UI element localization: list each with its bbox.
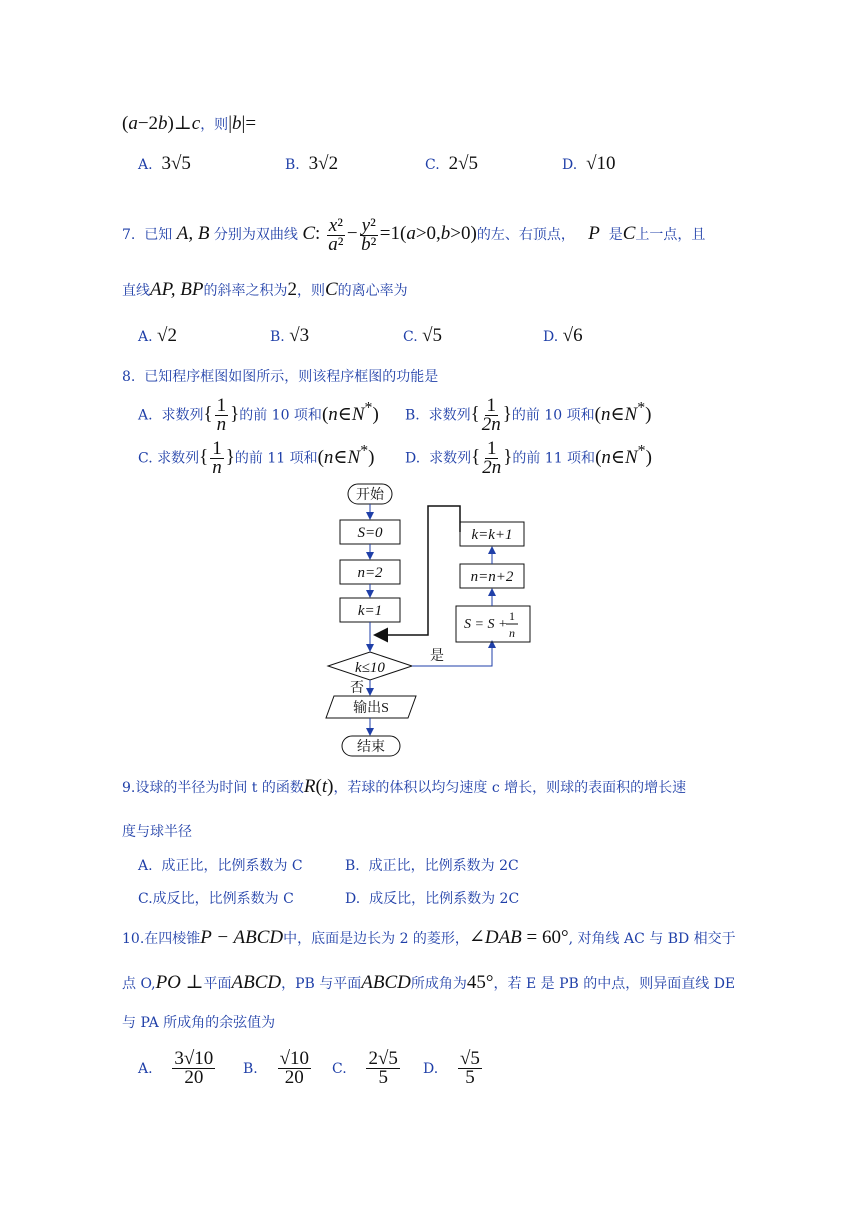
option-label: A. (138, 858, 153, 874)
q10-text: 与 PA 所成角的余弦值为 (122, 1015, 276, 1031)
q10-angle: ∠DAB = 60° (468, 927, 569, 948)
q10-option-b (243, 1050, 313, 1087)
q6-option-d (562, 153, 616, 175)
flow-output-label: 输出S (353, 701, 389, 716)
q6-math-expr: (a−2b)⊥c (122, 113, 201, 134)
brace: { (203, 403, 213, 425)
option-label: D. (345, 891, 361, 907)
n-in-N: (n∈N*) (594, 399, 652, 425)
q10-text: , 对角线 AC 与 BD 相交于 (568, 931, 736, 947)
q7-option-b (270, 325, 309, 347)
q7-ap-bp: AP, BP (150, 279, 204, 300)
flow-sinc-label: S = S + (464, 617, 508, 632)
q7-number: 7. (122, 227, 136, 243)
option-label: A. (138, 407, 153, 424)
option-value: √3 (289, 325, 310, 346)
option-label: D. (423, 1060, 439, 1077)
q10-text: 点 O, (122, 976, 156, 992)
q7-text: 是 (608, 227, 623, 243)
q7-eq-cond: =1(a>0,b>0) (379, 223, 477, 244)
option-frac: $\frac{3√10}{20}$ (174, 1048, 214, 1088)
q10-line2 (122, 971, 735, 994)
option-label: C. (403, 329, 418, 345)
q7-text: ，则 (296, 283, 325, 299)
q9-option-d (345, 888, 519, 908)
q9-option-c (138, 888, 294, 908)
option-value: 2√5 (448, 153, 479, 174)
q10-text: 所成角为 (410, 976, 467, 992)
option-label: B. (270, 329, 285, 345)
flow-sinc-num: 1 (509, 609, 515, 623)
n-in-N: (n∈N*) (321, 399, 379, 425)
q9-text: ，若球的体积以均匀速度 c 增长，则球的表面积的增长速 (333, 780, 687, 796)
brace: } (502, 403, 512, 425)
brace: { (199, 446, 209, 468)
q7-line1 (122, 214, 705, 255)
flow-kinc-label: k=k+1 (471, 527, 513, 543)
option-text: 成正比，比例系数为 2C (368, 858, 519, 874)
flow-sinc-den: n (509, 626, 515, 640)
option-text: 成正比，比例系数为 C (161, 858, 303, 874)
q7-text: 分别为双曲线 (213, 227, 298, 243)
q9-line1 (122, 776, 686, 798)
q10-45deg: 45° (466, 972, 494, 993)
option-value: √5 (422, 325, 443, 346)
q10-abcd: ABCD (231, 972, 282, 993)
option-value: √2 (157, 325, 177, 346)
option-label: C. (332, 1060, 347, 1077)
q6-b-abs: |b| (228, 113, 246, 134)
q9-line2 (122, 821, 192, 841)
option-label: B. (345, 858, 360, 874)
option-label: C. (138, 450, 153, 467)
q7-two: 2 (287, 279, 297, 300)
brace: { (471, 446, 481, 468)
q7-curve-c: C (302, 223, 316, 244)
q6-option-b (285, 153, 338, 175)
option-text: 成反比，比例系数为 2C (369, 891, 520, 907)
option-value: 3√2 (308, 153, 339, 174)
q7-ab: A, B (176, 223, 210, 244)
option-text: 的前 10 项和 (511, 407, 595, 424)
option-text: 的前 11 项和 (512, 450, 596, 467)
flow-loop-line (376, 506, 460, 635)
option-label: A. (138, 329, 153, 345)
q7-colon: : (315, 223, 321, 244)
q7-text: 的左、右顶点， (476, 227, 575, 243)
flow-arrow-yes (412, 642, 492, 666)
flow-end-label: 结束 (357, 740, 385, 755)
brace: { (470, 403, 480, 425)
flow-s0-label: S=0 (357, 525, 383, 541)
flow-yes-label: 是 (430, 649, 444, 664)
flow-ninc-label: n=n+2 (470, 569, 514, 585)
q10-abcd2: ABCD (361, 972, 411, 993)
option-text: 的前 10 项和 (239, 407, 322, 424)
option-label: D. (562, 157, 578, 173)
brace: } (503, 446, 513, 468)
q6-condition (122, 112, 256, 135)
option-frac: $\frac{1}{2n}$ (481, 395, 501, 435)
option-frac: $\frac{√10}{20}$ (279, 1048, 309, 1088)
option-frac: $\frac{1}{n}$ (212, 438, 222, 478)
q6-equals: = (245, 113, 257, 134)
q9-option-b (345, 855, 519, 875)
option-frac: $\frac{2√5}{5}$ (368, 1048, 398, 1088)
q10-text: 中，底面是边长为 2 的菱形， (283, 931, 469, 947)
option-text: 求数列 (428, 407, 471, 424)
q6-option-c (425, 153, 478, 175)
q7-text: 已知 (144, 227, 173, 243)
q6-cond-text: ，则 (200, 117, 229, 133)
flow-no-label: 否 (350, 681, 364, 696)
q8-option-d (405, 440, 652, 477)
q8-option-a (138, 397, 379, 434)
n-in-N: (n∈N*) (595, 442, 652, 468)
option-label: B. (243, 1060, 258, 1077)
q7-frac-x: $\frac{\text{x²}}{\text{a²}}$ (328, 214, 344, 255)
q10-line3 (122, 1012, 275, 1032)
q9-rt: R(t) (303, 776, 334, 797)
option-label: C. (425, 157, 440, 173)
option-label: C. (138, 891, 153, 907)
q7-c2: C (622, 223, 636, 244)
q10-option-a (138, 1050, 217, 1087)
q7-option-a (138, 325, 177, 347)
option-label: A. (138, 1060, 153, 1077)
q10-pyramid: P − ABCD (200, 927, 284, 948)
option-label: B. (405, 407, 420, 424)
q10-line1 (122, 926, 736, 949)
option-label: A. (138, 157, 153, 173)
q7-frac-y: $\frac{\text{y²}}{\text{b²}}$ (361, 214, 377, 255)
brace: } (225, 446, 235, 468)
option-text: 求数列 (157, 450, 200, 467)
q10-text: 10.在四棱锥 (122, 931, 201, 947)
option-value: 3√5 (161, 153, 191, 174)
q7-text: 直线 (122, 283, 150, 299)
q7-text: 的斜率之积为 (203, 283, 288, 299)
q7-option-d (543, 325, 583, 347)
q7-text: 上一点，且 (635, 227, 706, 243)
q7-line2 (122, 279, 408, 301)
q10-option-c (332, 1050, 402, 1087)
flow-cond-label: k≤10 (355, 660, 385, 676)
brace: } (230, 403, 240, 425)
q9-text: 9.设球的半径为时间 t 的函数 (122, 780, 304, 796)
flow-k1-label: k=1 (357, 603, 383, 619)
option-value: √6 (562, 325, 583, 346)
flow-n2-label: n=2 (357, 565, 383, 581)
q9-option-a (138, 855, 303, 875)
q8-option-c (138, 440, 374, 477)
q8-text: 已知程序框图如图所示，则该程序框图的功能是 (144, 369, 439, 385)
q7-option-c (403, 325, 442, 347)
option-value: √10 (586, 153, 616, 174)
q8-option-b (405, 397, 651, 434)
q10-option-d (423, 1050, 484, 1087)
option-text: 成反比，比例系数为 C (152, 891, 294, 907)
q10-text: ，PB 与平面 (281, 976, 362, 992)
q8-flowchart (320, 480, 540, 760)
option-label: D. (543, 329, 559, 345)
option-frac: $\frac{√5}{5}$ (460, 1048, 480, 1088)
option-label: D. (405, 450, 421, 467)
option-label: B. (285, 157, 300, 173)
n-in-N: (n∈N*) (317, 442, 375, 468)
option-text: 求数列 (161, 407, 204, 424)
option-text: 的前 11 项和 (234, 450, 318, 467)
option-frac: $\frac{1}{2n}$ (482, 438, 502, 478)
option-frac: $\frac{1}{n}$ (216, 395, 227, 435)
flow-start-label: 开始 (356, 488, 384, 503)
q7-text: 的离心率为 (337, 283, 408, 299)
q10-po-perp: PO ⊥ (155, 972, 204, 993)
q7-minus: − (346, 223, 358, 244)
q6-option-a (138, 153, 191, 175)
option-text: 求数列 (429, 450, 472, 467)
q10-text: ，若 E 是 PB 的中点，则异面直线 DE (493, 976, 736, 992)
q9-text: 度与球半径 (122, 824, 192, 840)
q10-text: 平面 (203, 976, 232, 992)
q7-c3: C (324, 279, 338, 300)
q8-stem (122, 366, 438, 386)
q8-number: 8. (122, 369, 136, 385)
q7-p: P (588, 223, 600, 244)
